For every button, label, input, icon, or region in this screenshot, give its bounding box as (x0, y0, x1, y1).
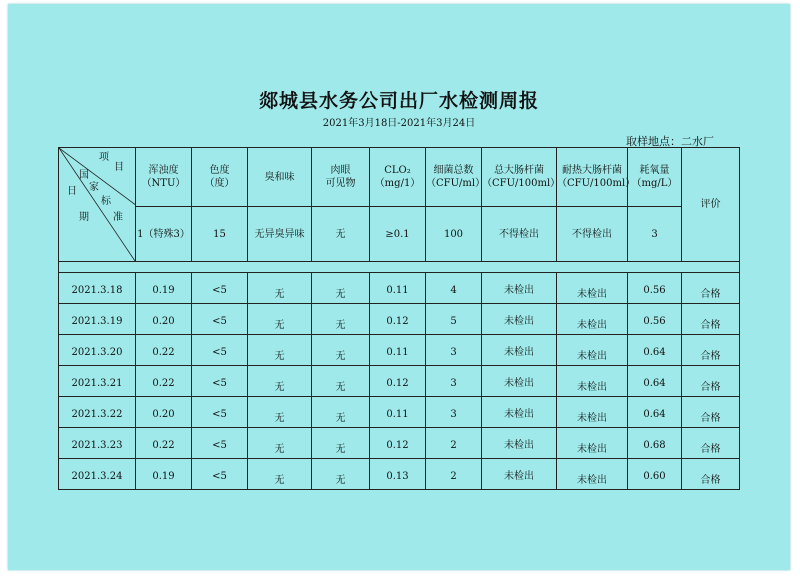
cell-evaluation: 合格 (682, 459, 740, 490)
cell-turbidity: 0.22 (136, 428, 192, 459)
cell-clo2: 0.12 (370, 366, 426, 397)
cell-coliform: 未检出 (482, 273, 557, 304)
cell-odor: 无 (248, 304, 312, 335)
cell-color: <5 (192, 304, 248, 335)
cell-turbidity: 0.20 (136, 304, 192, 335)
cell-visible: 无 (312, 428, 370, 459)
corner-cell (59, 148, 136, 262)
cell-color: <5 (192, 459, 248, 490)
cell-turbidity: 0.20 (136, 397, 192, 428)
table-row (59, 273, 740, 304)
cell-coliform: 未检出 (482, 335, 557, 366)
cell-thermo-coliform: 未检出 (557, 273, 628, 304)
table-row (59, 304, 740, 335)
cell-thermo-coliform: 未检出 (557, 335, 628, 366)
std-turbidity: 1（特殊3） (136, 207, 192, 262)
cell-oxygen: 0.64 (628, 335, 682, 366)
cell-evaluation: 合格 (682, 335, 740, 366)
cell-turbidity: 0.19 (136, 273, 192, 304)
cell-turbidity: 0.19 (136, 459, 192, 490)
cell-odor: 无 (248, 273, 312, 304)
col-odor: 臭和味 (248, 148, 312, 207)
cell-bacteria: 2 (426, 459, 482, 490)
cell-coliform: 未检出 (482, 304, 557, 335)
cell-clo2: 0.12 (370, 428, 426, 459)
std-odor: 无异臭异味 (248, 207, 312, 262)
cell-clo2: 0.11 (370, 397, 426, 428)
std-bacteria: 100 (426, 207, 482, 262)
cell-thermo-coliform: 未检出 (557, 428, 628, 459)
cell-coliform: 未检出 (482, 459, 557, 490)
cell-evaluation: 合格 (682, 397, 740, 428)
table-row (59, 397, 740, 428)
cell-oxygen: 0.64 (628, 397, 682, 428)
standard-row (59, 207, 740, 262)
cell-color: <5 (192, 335, 248, 366)
col-thermo-coliform: 耐热大肠杆菌 （CFU/100ml） (557, 148, 628, 207)
cell-visible: 无 (312, 459, 370, 490)
cell-color: <5 (192, 397, 248, 428)
cell-bacteria: 4 (426, 273, 482, 304)
cell-date: 2021.3.20 (59, 335, 136, 366)
col-oxygen: 耗氧量 （mg/L） (628, 148, 682, 207)
corner-std-2: 家 (89, 182, 99, 193)
cell-date: 2021.3.22 (59, 397, 136, 428)
cell-date: 2021.3.19 (59, 304, 136, 335)
cell-bacteria: 3 (426, 335, 482, 366)
cell-date: 2021.3.21 (59, 366, 136, 397)
cell-evaluation: 合格 (682, 428, 740, 459)
cell-turbidity: 0.22 (136, 335, 192, 366)
cell-visible: 无 (312, 304, 370, 335)
cell-thermo-coliform: 未检出 (557, 304, 628, 335)
cell-oxygen: 0.56 (628, 304, 682, 335)
col-clo2: CLO₂ （mg/1） (370, 148, 426, 207)
corner-date-2: 期 (79, 212, 89, 223)
col-turbidity: 浑浊度 （NTU） (136, 148, 192, 207)
cell-clo2: 0.11 (370, 335, 426, 366)
cell-bacteria: 5 (426, 304, 482, 335)
water-quality-table (58, 147, 740, 490)
cell-date: 2021.3.24 (59, 459, 136, 490)
corner-std-3: 标 (101, 196, 111, 207)
corner-std-4: 准 (113, 212, 123, 223)
std-visible: 无 (312, 207, 370, 262)
cell-evaluation: 合格 (682, 304, 740, 335)
cell-bacteria: 3 (426, 397, 482, 428)
col-color: 色度 （度） (192, 148, 248, 207)
cell-thermo-coliform: 未检出 (557, 366, 628, 397)
date-range: 2021年3月18日-2021年3月24日 (322, 118, 476, 129)
cell-visible: 无 (312, 273, 370, 304)
table-row (59, 366, 740, 397)
cell-clo2: 0.12 (370, 304, 426, 335)
cell-odor: 无 (248, 397, 312, 428)
std-color: 15 (192, 207, 248, 262)
cell-evaluation: 合格 (682, 273, 740, 304)
cell-odor: 无 (248, 366, 312, 397)
cell-visible: 无 (312, 335, 370, 366)
cell-visible: 无 (312, 397, 370, 428)
cell-coliform: 未检出 (482, 428, 557, 459)
std-coliform: 不得检出 (482, 207, 557, 262)
cell-thermo-coliform: 未检出 (557, 397, 628, 428)
cell-odor: 无 (248, 428, 312, 459)
table-row (59, 428, 740, 459)
col-coliform: 总大肠杆菌 （CFU/100ml） (482, 148, 557, 207)
cell-coliform: 未检出 (482, 366, 557, 397)
cell-date: 2021.3.18 (59, 273, 136, 304)
cell-oxygen: 0.68 (628, 428, 682, 459)
corner-std-1: 国 (79, 170, 89, 181)
cell-visible: 无 (312, 366, 370, 397)
cell-coliform: 未检出 (482, 397, 557, 428)
spacer-row (59, 262, 740, 273)
cell-bacteria: 3 (426, 366, 482, 397)
cell-clo2: 0.13 (370, 459, 426, 490)
cell-evaluation: 合格 (682, 366, 740, 397)
corner-date-1: 日 (67, 186, 77, 197)
col-evaluation: 评价 (682, 148, 740, 262)
cell-color: <5 (192, 428, 248, 459)
cell-oxygen: 0.56 (628, 273, 682, 304)
table-row (59, 459, 740, 490)
table-row (59, 335, 740, 366)
corner-item-1: 项 (99, 152, 109, 163)
report-sheet (8, 4, 790, 570)
cell-clo2: 0.11 (370, 273, 426, 304)
cell-oxygen: 0.64 (628, 366, 682, 397)
cell-bacteria: 2 (426, 428, 482, 459)
cell-odor: 无 (248, 335, 312, 366)
std-oxygen: 3 (628, 207, 682, 262)
report-title: 郯城县水务公司出厂水检测周报 (258, 90, 539, 112)
cell-color: <5 (192, 366, 248, 397)
col-visible: 肉眼 可见物 (312, 148, 370, 207)
cell-odor: 无 (248, 459, 312, 490)
cell-date: 2021.3.23 (59, 428, 136, 459)
corner-item-2: 目 (114, 162, 124, 173)
std-thermo-coliform: 不得检出 (557, 207, 628, 262)
sampling-location: 取样地点：二水厂 (626, 135, 714, 148)
cell-turbidity: 0.22 (136, 366, 192, 397)
col-bacteria: 细菌总数 （CFU/ml） (426, 148, 482, 207)
cell-thermo-coliform: 未检出 (557, 459, 628, 490)
cell-oxygen: 0.60 (628, 459, 682, 490)
std-clo2: ≥0.1 (370, 207, 426, 262)
header-row (59, 148, 740, 207)
cell-color: <5 (192, 273, 248, 304)
